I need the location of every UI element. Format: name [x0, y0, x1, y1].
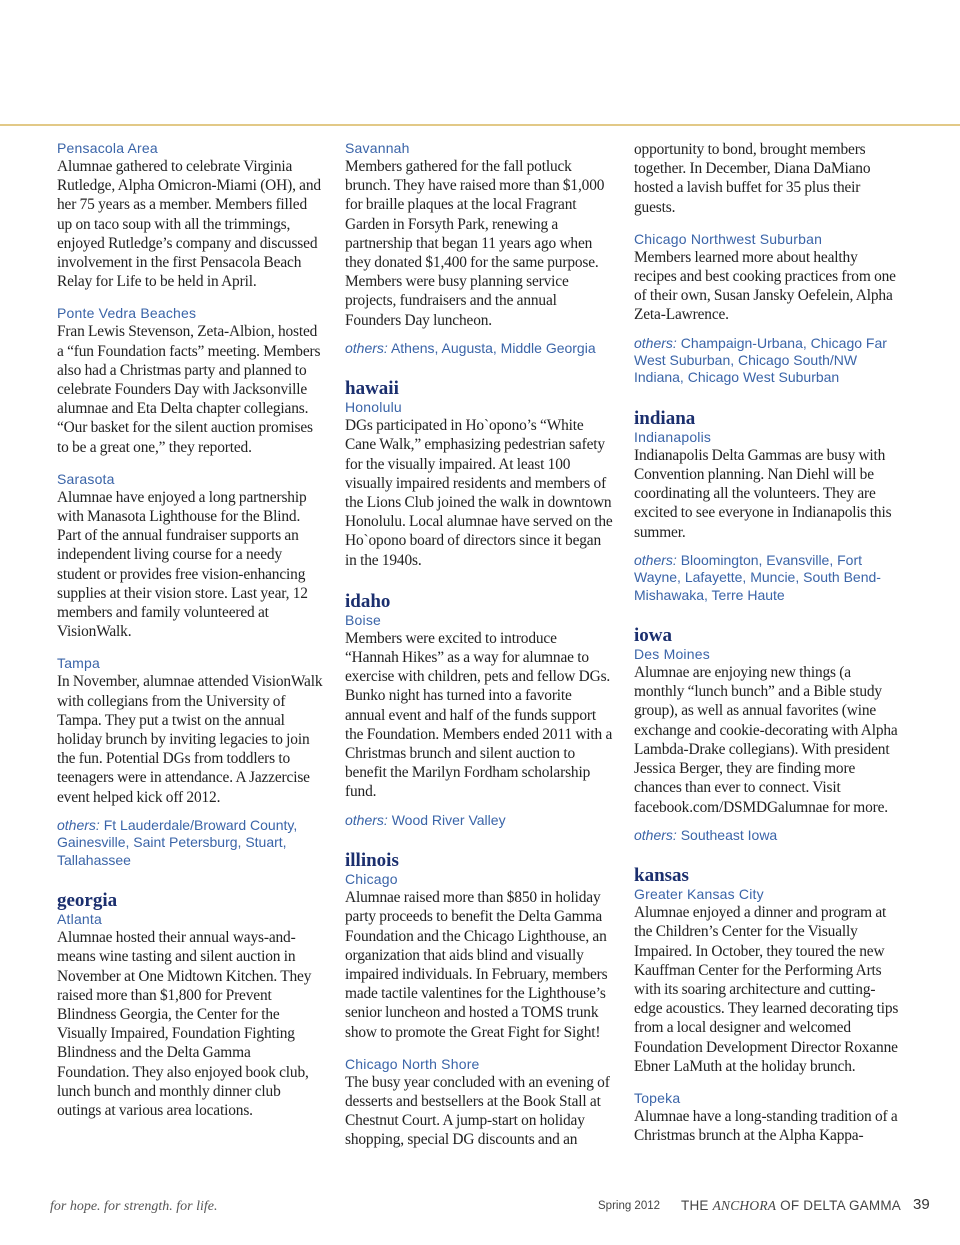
section-topeka	[634, 1090, 902, 1145]
section-text: Indianapolis Delta Gammas are busy with Convention planning. Nan Diehl will be coordinating all the volunteers. They are excited to see everyone in Indianapolis this summer.	[634, 446, 892, 541]
others-text: Champaign-Urbana, Chicago Far West Suburban, Chicago South/NW Indiana, Chicago West Suburban	[634, 334, 887, 386]
others-text: Athens, Augusta, Middle Georgia	[390, 339, 596, 356]
section-tampa	[57, 655, 325, 806]
state-heading-indiana: indiana	[634, 407, 696, 429]
magazine-prefix: THE	[681, 1198, 709, 1213]
others-list	[634, 552, 902, 604]
others-label: others:	[345, 339, 388, 356]
column-1	[57, 140, 325, 1120]
others-label: others:	[634, 826, 677, 843]
section-title: Sarasota	[57, 470, 115, 487]
others-label: others:	[57, 816, 100, 833]
section-des-moines	[634, 646, 902, 817]
others-text: Wood River Valley	[391, 811, 506, 828]
section-title: Chicago	[345, 871, 398, 888]
state-heading-iowa: iowa	[634, 625, 672, 647]
column-3	[634, 140, 902, 1145]
section-text: Alumnae gathered to celebrate Virginia Rutledge, Alpha Omicron-Miami (OH), and her 75 years as a member. Members filled up on taco soup with all the trimmings, enjoyed Rutledge’s company and discussed involvement in the first Pensacola Beach Relay for Life to be held in April.	[57, 158, 321, 291]
others-text: Southeast Iowa	[680, 826, 778, 843]
state-heading-georgia: georgia	[57, 890, 118, 912]
magazine-suffix: OF DELTA GAMMA	[780, 1198, 901, 1213]
section-text: Alumnae hosted their annual ways-and-means wine tasting and silent auction in November at One Midtown Kitchen. They raised more than $1,800 for Prevent Blindness Georgia, the Center for the Visually Impaired, Foundation Fighting Blindness and the Delta Gamma Foundation. They also enjoyed book club, lunch bunch and monthly dinner club outings at various area locations.	[57, 929, 312, 1119]
others-list	[345, 340, 613, 357]
state-heading-kansas: kansas	[634, 865, 689, 887]
section-text: Fran Lewis Stevenson, Zeta-Albion, hosted a “fun Foundation facts” meeting. Members also had a Christmas party and planned to celebrate Founders Day with Jacksonville alumnae and Eta Delta chapter collegians. “Our basket for the silent auction promises to be a great one,” they reported.	[57, 323, 321, 456]
others-text: Ft Lauderdale/Broward County, Gainesville, Saint Petersburg, Stuart, Tallahassee	[57, 816, 298, 868]
footer-season: Spring 2012	[598, 1200, 661, 1212]
section-title: Ponte Vedra Beaches	[57, 305, 197, 322]
state-heading-illinois: illinois	[345, 850, 399, 872]
section-text: Alumnae enjoyed a dinner and program at the Children’s Center for the Visually Impaired. In October, they toured the new Kauffman Center for the Performing Arts with its soaring architecture and cutting-edge acoustics. They learned decorating tips from a local designer and welcomed Foundation Development Director Roxanne Ebner LaMuth at the holiday brunch.	[634, 904, 899, 1075]
continued-text: opportunity to bond, brought members together. In December, Diana DaMiano hosted a lavish buffet for 35 plus their guests.	[634, 141, 871, 216]
section-text: Alumnae are enjoying new things (a monthly “lunch bunch” and a Bible study group), as well as annual favorites (wine exchange and cookie-decorating with Alpha Lambda-Drake collegians). With president Jessica Berger, they are finding more chances than ever to connect. Visit facebook.com/DSMDGalumnae for more.	[634, 664, 898, 816]
section-text: DGs participated in Ho`opono’s “White Cane Walk,” emphasizing pedestrian safety for the visually impaired. At least 100 visually impaired residents and members of the Lions Club joined the walk in downtown Honolulu. Local alumnae have served on the Ho`opono board of directors since it began in the 1940s.	[345, 417, 613, 569]
state-heading-idaho: idaho	[345, 590, 391, 612]
column-2	[345, 140, 613, 1150]
others-label: others:	[345, 811, 388, 828]
section-title: Pensacola Area	[57, 140, 158, 156]
section-text: Alumnae raised more than $850 in holiday party proceeds to benefit the Delta Gamma Foundation and the Chicago Lighthouse, an organization that aids blind and visually impaired individuals. In February, members made tactile valentines for the Lighthouse’s senior luncheon and hosted a TOMS trunk show to promote the Great Fight for Sight!	[345, 889, 608, 1041]
magazine-name: ANCHORA	[712, 1198, 777, 1213]
section-title: Indianapolis	[634, 428, 712, 445]
others-list	[634, 335, 902, 387]
section-chicago-north-shore	[345, 1056, 613, 1150]
section-honolulu	[345, 399, 613, 570]
section-boise	[345, 612, 613, 802]
section-greater-kansas-city	[634, 886, 902, 1076]
section-title: Atlanta	[57, 911, 102, 928]
top-rule	[0, 124, 960, 126]
section-text: The busy year concluded with an evening of desserts and bestsellers at the Book Stall at Chestnut Court. A jump-start on holiday shopping, special DG discounts and an	[345, 1073, 610, 1149]
section-title: Des Moines	[634, 646, 710, 663]
section-sarasota	[57, 471, 325, 642]
section-text: Members gathered for the fall potluck brunch. They have raised more than $1,000 for braille plaques at the local Fragrant Garden in Forsyth Park, renewing a partnership that began 11 years ago when they donated $1,400 for the same purpose. Members were busy planning service projects, fundraisers and the annual Founders Day luncheon.	[345, 158, 605, 329]
state-heading-hawaii: hawaii	[345, 378, 399, 400]
section-chicago-northwest-suburban	[634, 231, 902, 325]
section-text: Alumnae have a long-standing tradition of a Christmas brunch at the Alpha Kappa-	[634, 1107, 898, 1145]
others-list	[345, 812, 613, 829]
section-title: Topeka	[634, 1089, 681, 1106]
section-indianapolis	[634, 429, 902, 542]
section-title: Greater Kansas City	[634, 886, 764, 903]
section-title: Chicago North Shore	[345, 1055, 480, 1072]
others-text: Bloomington, Evansville, Fort Wayne, Lafayette, Muncie, South Bend-Mishawaka, Terre Haute	[634, 551, 881, 603]
section-ponte-vedra	[57, 305, 325, 456]
section-title: Savannah	[345, 140, 410, 156]
section-title: Tampa	[57, 655, 101, 672]
footer-tagline: for hope. for strength. for life.	[50, 1199, 218, 1214]
section-atlanta	[57, 911, 325, 1120]
page-number: 39	[913, 1196, 930, 1213]
section-title: Chicago Northwest Suburban	[634, 230, 823, 247]
others-list	[57, 817, 325, 869]
footer-magazine-title	[681, 1198, 901, 1214]
section-savannah	[345, 140, 613, 330]
section-text: Members learned more about healthy recipes and best cooking practices from one of their own, Susan Jansky Oefelein, Alpha Zeta-Lawrence.	[634, 248, 896, 324]
others-label: others:	[634, 551, 677, 568]
section-text: In November, alumnae attended VisionWalk with collegians from the University of Tampa. They put a twist on the annual holiday brunch by inviting legacies to join the fun. Potential DGs from toddlers to teenagers were in attendance. A Jazzercise event helped kick off 2012.	[57, 673, 323, 806]
section-title: Boise	[345, 611, 382, 628]
section-text: Alumnae have enjoyed a long partnership with Manasota Lighthouse for the Blind. Part of the annual fundraiser supports an independent living course for a needy student or provides free vision-enhancing supplies at their vision store. Last year, 12 members and family volunteered at VisionWalk.	[57, 488, 308, 641]
section-pensacola	[57, 140, 325, 291]
section-text: Members were excited to introduce “Hannah Hikes” as a way for alumnae to exercise with children, pets and fellow DGs. Bunko night has turned into a favorite annual event and half of the funds support the Foundation. Members ended 2011 with a Christmas brunch and silent auction to benefit the Marilyn Fordham scholarship fund.	[345, 629, 613, 801]
others-label: others:	[634, 334, 677, 351]
section-chicago	[345, 871, 613, 1042]
section-title: Honolulu	[345, 399, 402, 416]
others-list	[634, 827, 902, 844]
